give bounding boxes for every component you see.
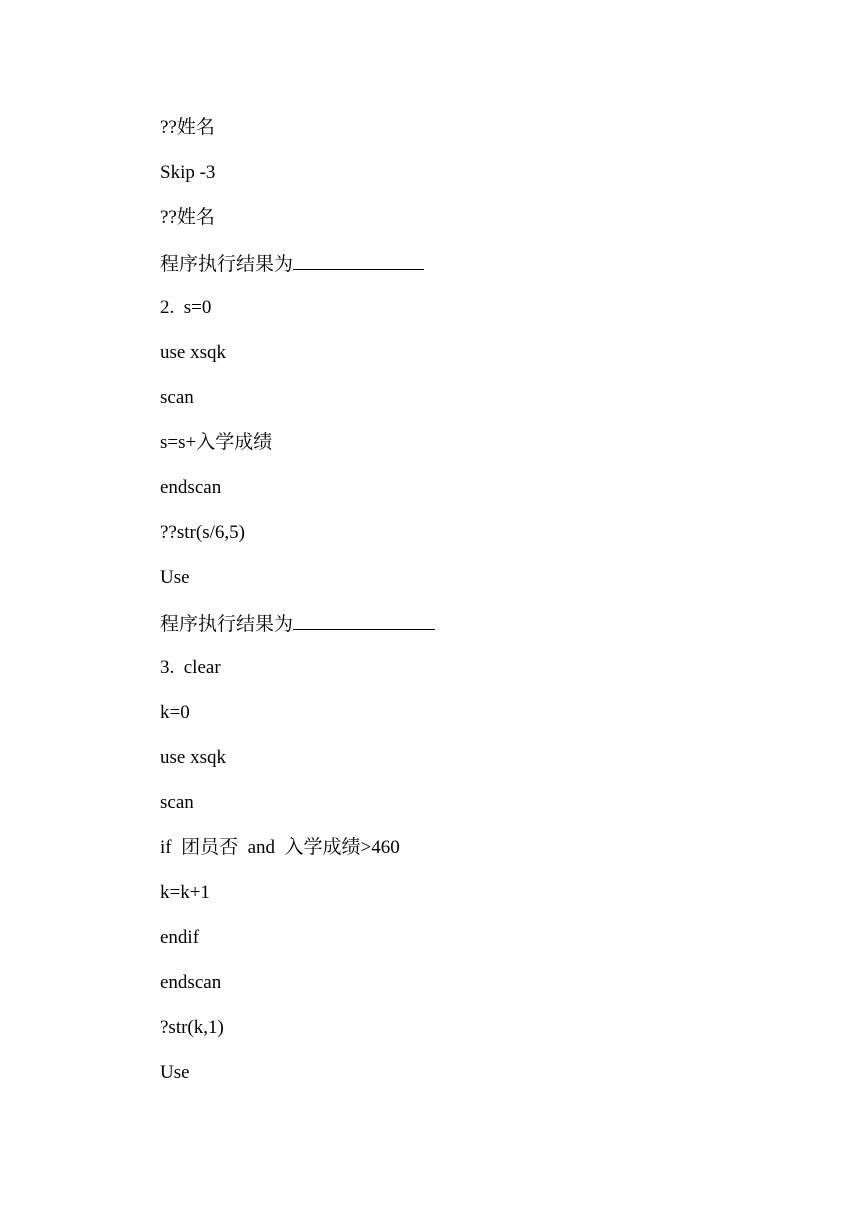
code-line-15: scan [160, 792, 194, 813]
result-prompt-text: 程序执行结果为 [160, 614, 294, 635]
result-prompt-text: 程序执行结果为 [160, 254, 294, 275]
result-prompt-2 [160, 611, 435, 635]
code-line-7: s=s+入学成绩 [160, 432, 273, 453]
code-line-3: ??姓名 [160, 207, 215, 228]
answer-blank-2 [293, 611, 435, 630]
code-line-21: Use [160, 1062, 190, 1083]
code-line-19: endscan [160, 972, 222, 993]
code-line-20: ?str(k,1) [160, 1017, 224, 1038]
question-2-header: 2. s=0 [160, 297, 212, 318]
code-line-14: use xsqk [160, 747, 226, 768]
code-line-9: ??str(s/6,5) [160, 522, 245, 543]
code-line-6: scan [160, 387, 194, 408]
code-line-13: k=0 [160, 702, 190, 723]
code-line-1: ??姓名 [160, 117, 215, 138]
code-line-17: k=k+1 [160, 882, 210, 903]
answer-blank-1 [293, 251, 424, 270]
result-prompt-1 [160, 251, 424, 275]
question-3-header: 3. clear [160, 657, 221, 678]
code-line-16: if 团员否 and 入学成绩>460 [160, 837, 400, 858]
code-line-18: endif [160, 927, 200, 948]
code-line-10: Use [160, 567, 190, 588]
code-line-2: Skip -3 [160, 162, 216, 183]
code-line-5: use xsqk [160, 342, 226, 363]
code-line-8: endscan [160, 477, 222, 498]
